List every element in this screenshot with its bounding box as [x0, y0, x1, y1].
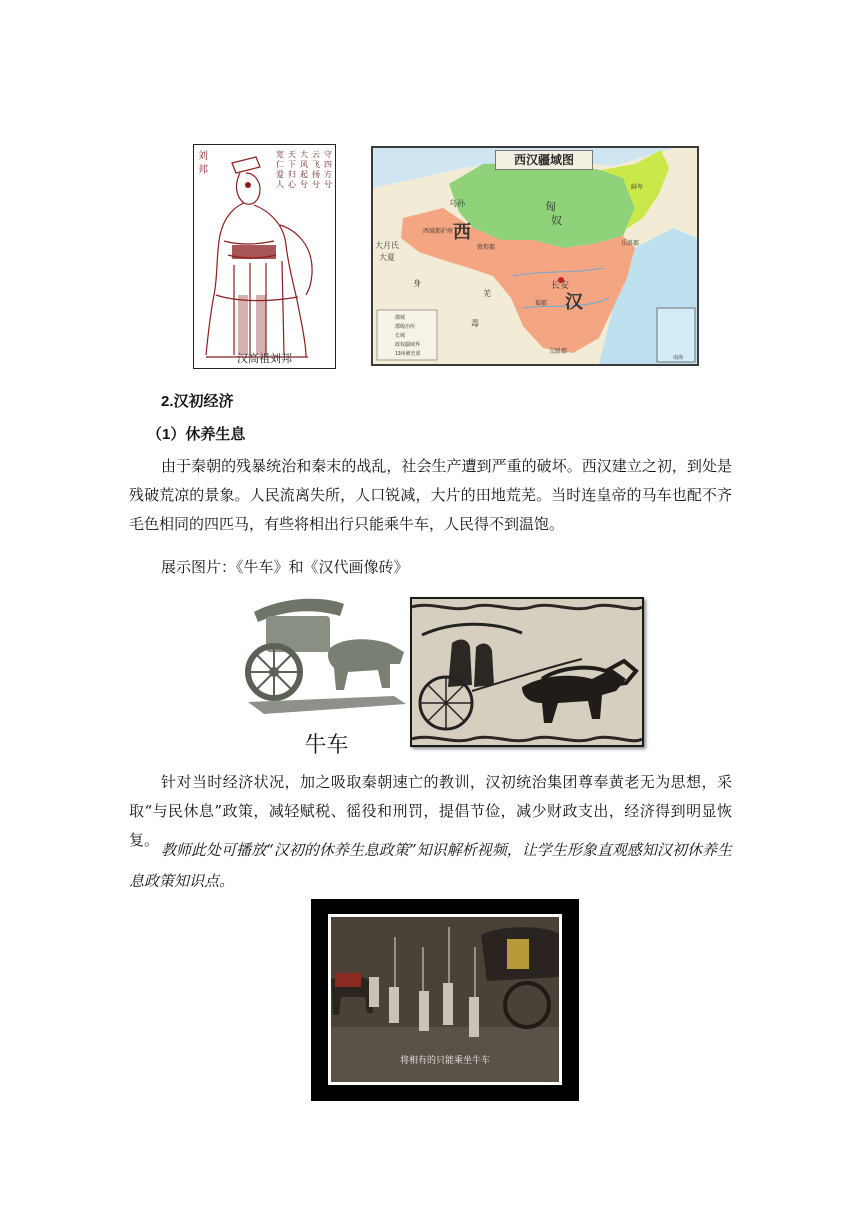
video-subtitle: 将相有的只能乘坐牛车 [399, 1055, 490, 1065]
brick-relief-image [412, 599, 642, 745]
map-label-changan: 长安 [551, 280, 570, 290]
svg-text:兮: 兮 [312, 180, 320, 189]
map-label-daxia: 大夏 [379, 253, 395, 262]
map-label-shu: 蜀郡 [535, 301, 548, 307]
svg-text:兮: 兮 [300, 180, 308, 189]
section-heading: 2.汉初经济 [161, 393, 234, 410]
portrait-name-top: 刘 [198, 151, 208, 162]
svg-text:大: 大 [300, 150, 308, 159]
legend-item: 13州刺史部 [395, 351, 421, 357]
portrait-name-bottom: 邦 [198, 165, 208, 176]
map-label-lelang: 乐浪郡 [621, 241, 640, 247]
svg-text:扬: 扬 [312, 170, 320, 179]
map-drawing [373, 148, 697, 364]
map-inset-label: 南海 [673, 355, 684, 361]
section-subheading: （1）休养生息 [147, 426, 246, 443]
map-label-qiang: 羌 [483, 289, 491, 298]
map-label-xiyu: 西域都护府 [423, 229, 454, 235]
svg-text:守: 守 [324, 150, 332, 159]
map-label-xi: 西 [453, 222, 471, 242]
map-label-dunhuang: 敦煌郡 [477, 245, 496, 251]
map-title: 西汉疆域图 [495, 150, 593, 170]
map-label-dayuezhi: 大月氏 [375, 241, 399, 250]
legend-item: 长城 [395, 333, 406, 339]
western-han-map [371, 146, 699, 366]
portrait-caption: 汉高祖刘邦 [237, 353, 292, 365]
svg-text:爱: 爱 [276, 170, 284, 179]
svg-text:下: 下 [288, 160, 296, 169]
legend-item: 政权疆域界 [395, 342, 421, 348]
map-label-xiongnu-2: 奴 [551, 215, 562, 227]
svg-text:风: 风 [300, 160, 308, 169]
svg-text:仁: 仁 [276, 160, 284, 169]
liu-bang-portrait [193, 144, 336, 369]
video-screen[interactable] [328, 914, 562, 1085]
map-label-han: 汉 [565, 292, 583, 312]
paragraph-policy: 针对当时经济状况，加之吸取秦朝速亡的教训，汉初统治集团尊奉黄老无为思想，采取“与民休息”政策，减轻赋税、徭役和刑罚，提倡节俭，减少财政支出，经济得到明显恢复。 [129, 773, 732, 849]
svg-text:人: 人 [276, 180, 284, 189]
ox-cart-image [244, 592, 409, 722]
svg-text:归: 归 [288, 170, 296, 179]
svg-text:起: 起 [300, 170, 308, 179]
map-label-xiongnu-1: 匈 [545, 201, 556, 213]
legend-item: 都城 [395, 315, 406, 321]
map-label-jiaozhi: 交趾郡 [549, 349, 568, 355]
svg-text:方: 方 [324, 170, 332, 179]
legend-item: 郡级治所 [395, 324, 416, 330]
map-label-wusun: 乌孙 [449, 199, 465, 208]
svg-text:天: 天 [288, 150, 296, 159]
ox-cart-figure [244, 592, 409, 764]
video-frame[interactable] [311, 899, 579, 1101]
map-label-shen: 身 [413, 279, 421, 288]
paragraph-teacher-note: 教师此处可播放“汉初的休养生息政策”知识解析视频，让学生形象直观感知汉初休养生息政策知识点。 [129, 841, 732, 890]
ox-cart-caption: 牛车 [304, 732, 349, 757]
paragraph-show-images: 展示图片：《牛车》和《汉代画像砖》 [161, 558, 409, 576]
svg-text:四: 四 [324, 160, 332, 169]
map-label-du: 毒 [471, 319, 479, 328]
han-brick-relief [410, 597, 644, 747]
svg-text:云: 云 [312, 150, 320, 159]
svg-text:宽: 宽 [276, 150, 284, 159]
paragraph-background: 由于秦朝的残暴统治和秦末的战乱，社会生产遭到严重的破坏。西汉建立之初，到处是残破荒凉的景象。人民流离失所，人口锐减，大片的田地荒芜。当时连皇帝的马车也配不齐毛色相同的四匹马，有些将相出行只能乘牛车，人民得不到温饱。 [129, 457, 732, 533]
map-label-xianbei: 鲜卑 [631, 185, 644, 191]
svg-text:心: 心 [288, 180, 296, 189]
svg-text:兮: 兮 [324, 180, 332, 189]
liu-bang-drawing [194, 145, 336, 369]
svg-text:飞: 飞 [312, 160, 320, 169]
map-legend [395, 314, 421, 359]
